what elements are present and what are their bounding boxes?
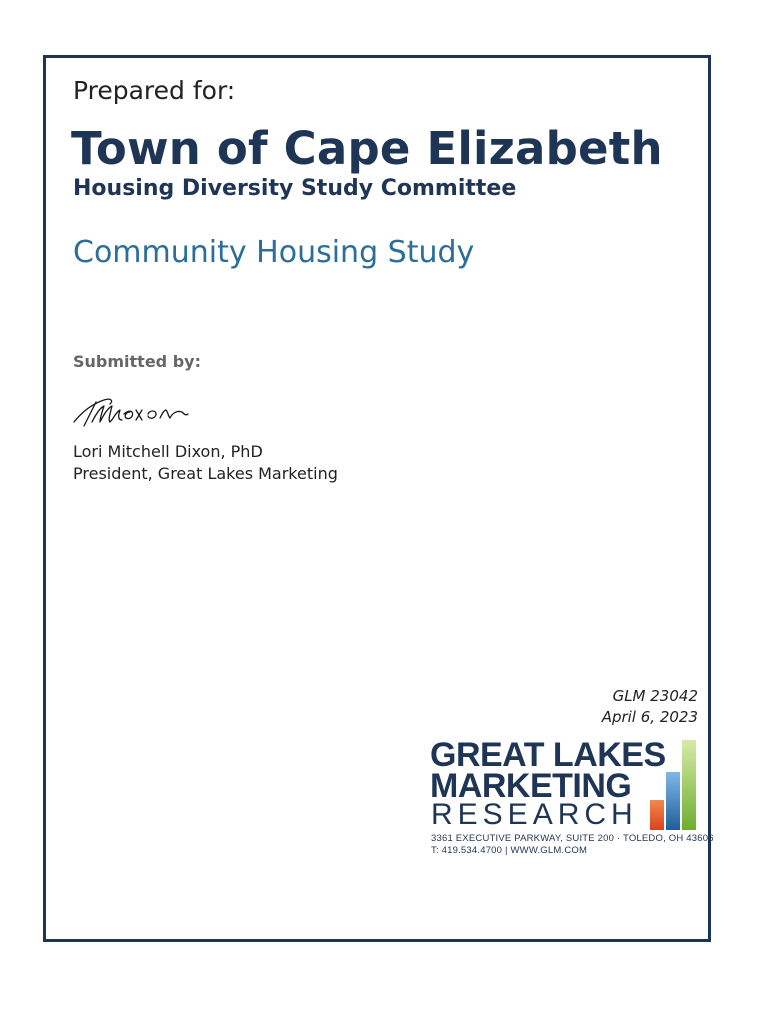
project-code: GLM 23042 bbox=[612, 687, 698, 705]
committee-name: Housing Diversity Study Committee bbox=[73, 176, 517, 201]
logo-address bbox=[431, 833, 714, 857]
study-title: Community Housing Study bbox=[73, 235, 475, 270]
company-logo bbox=[430, 736, 714, 862]
submitted-by-label: Submitted by: bbox=[73, 352, 201, 371]
author-name: Lori Mitchell Dixon, PhD bbox=[73, 442, 263, 461]
logo-line-3: RESEARCH bbox=[431, 798, 638, 831]
signature-image bbox=[70, 392, 190, 436]
reference-block bbox=[602, 686, 698, 728]
author-block bbox=[73, 441, 338, 485]
author-title: President, Great Lakes Marketing bbox=[73, 464, 338, 483]
client-name: Town of Cape Elizabeth bbox=[71, 122, 663, 175]
logo-line-1: GREAT LAKES bbox=[430, 736, 666, 774]
logo-line-2: MARKETING bbox=[430, 767, 632, 805]
report-date: April 6, 2023 bbox=[601, 708, 698, 726]
logo-contact-line: T: 419.534.4700 | WWW.GLM.COM bbox=[431, 845, 588, 856]
logo-bars-icon bbox=[648, 738, 698, 830]
logo-address-line: 3361 EXECUTIVE PARKWAY, SUITE 200 · TOLEDO, OH 43606 bbox=[431, 833, 714, 844]
prepared-for-label: Prepared for: bbox=[73, 76, 236, 105]
